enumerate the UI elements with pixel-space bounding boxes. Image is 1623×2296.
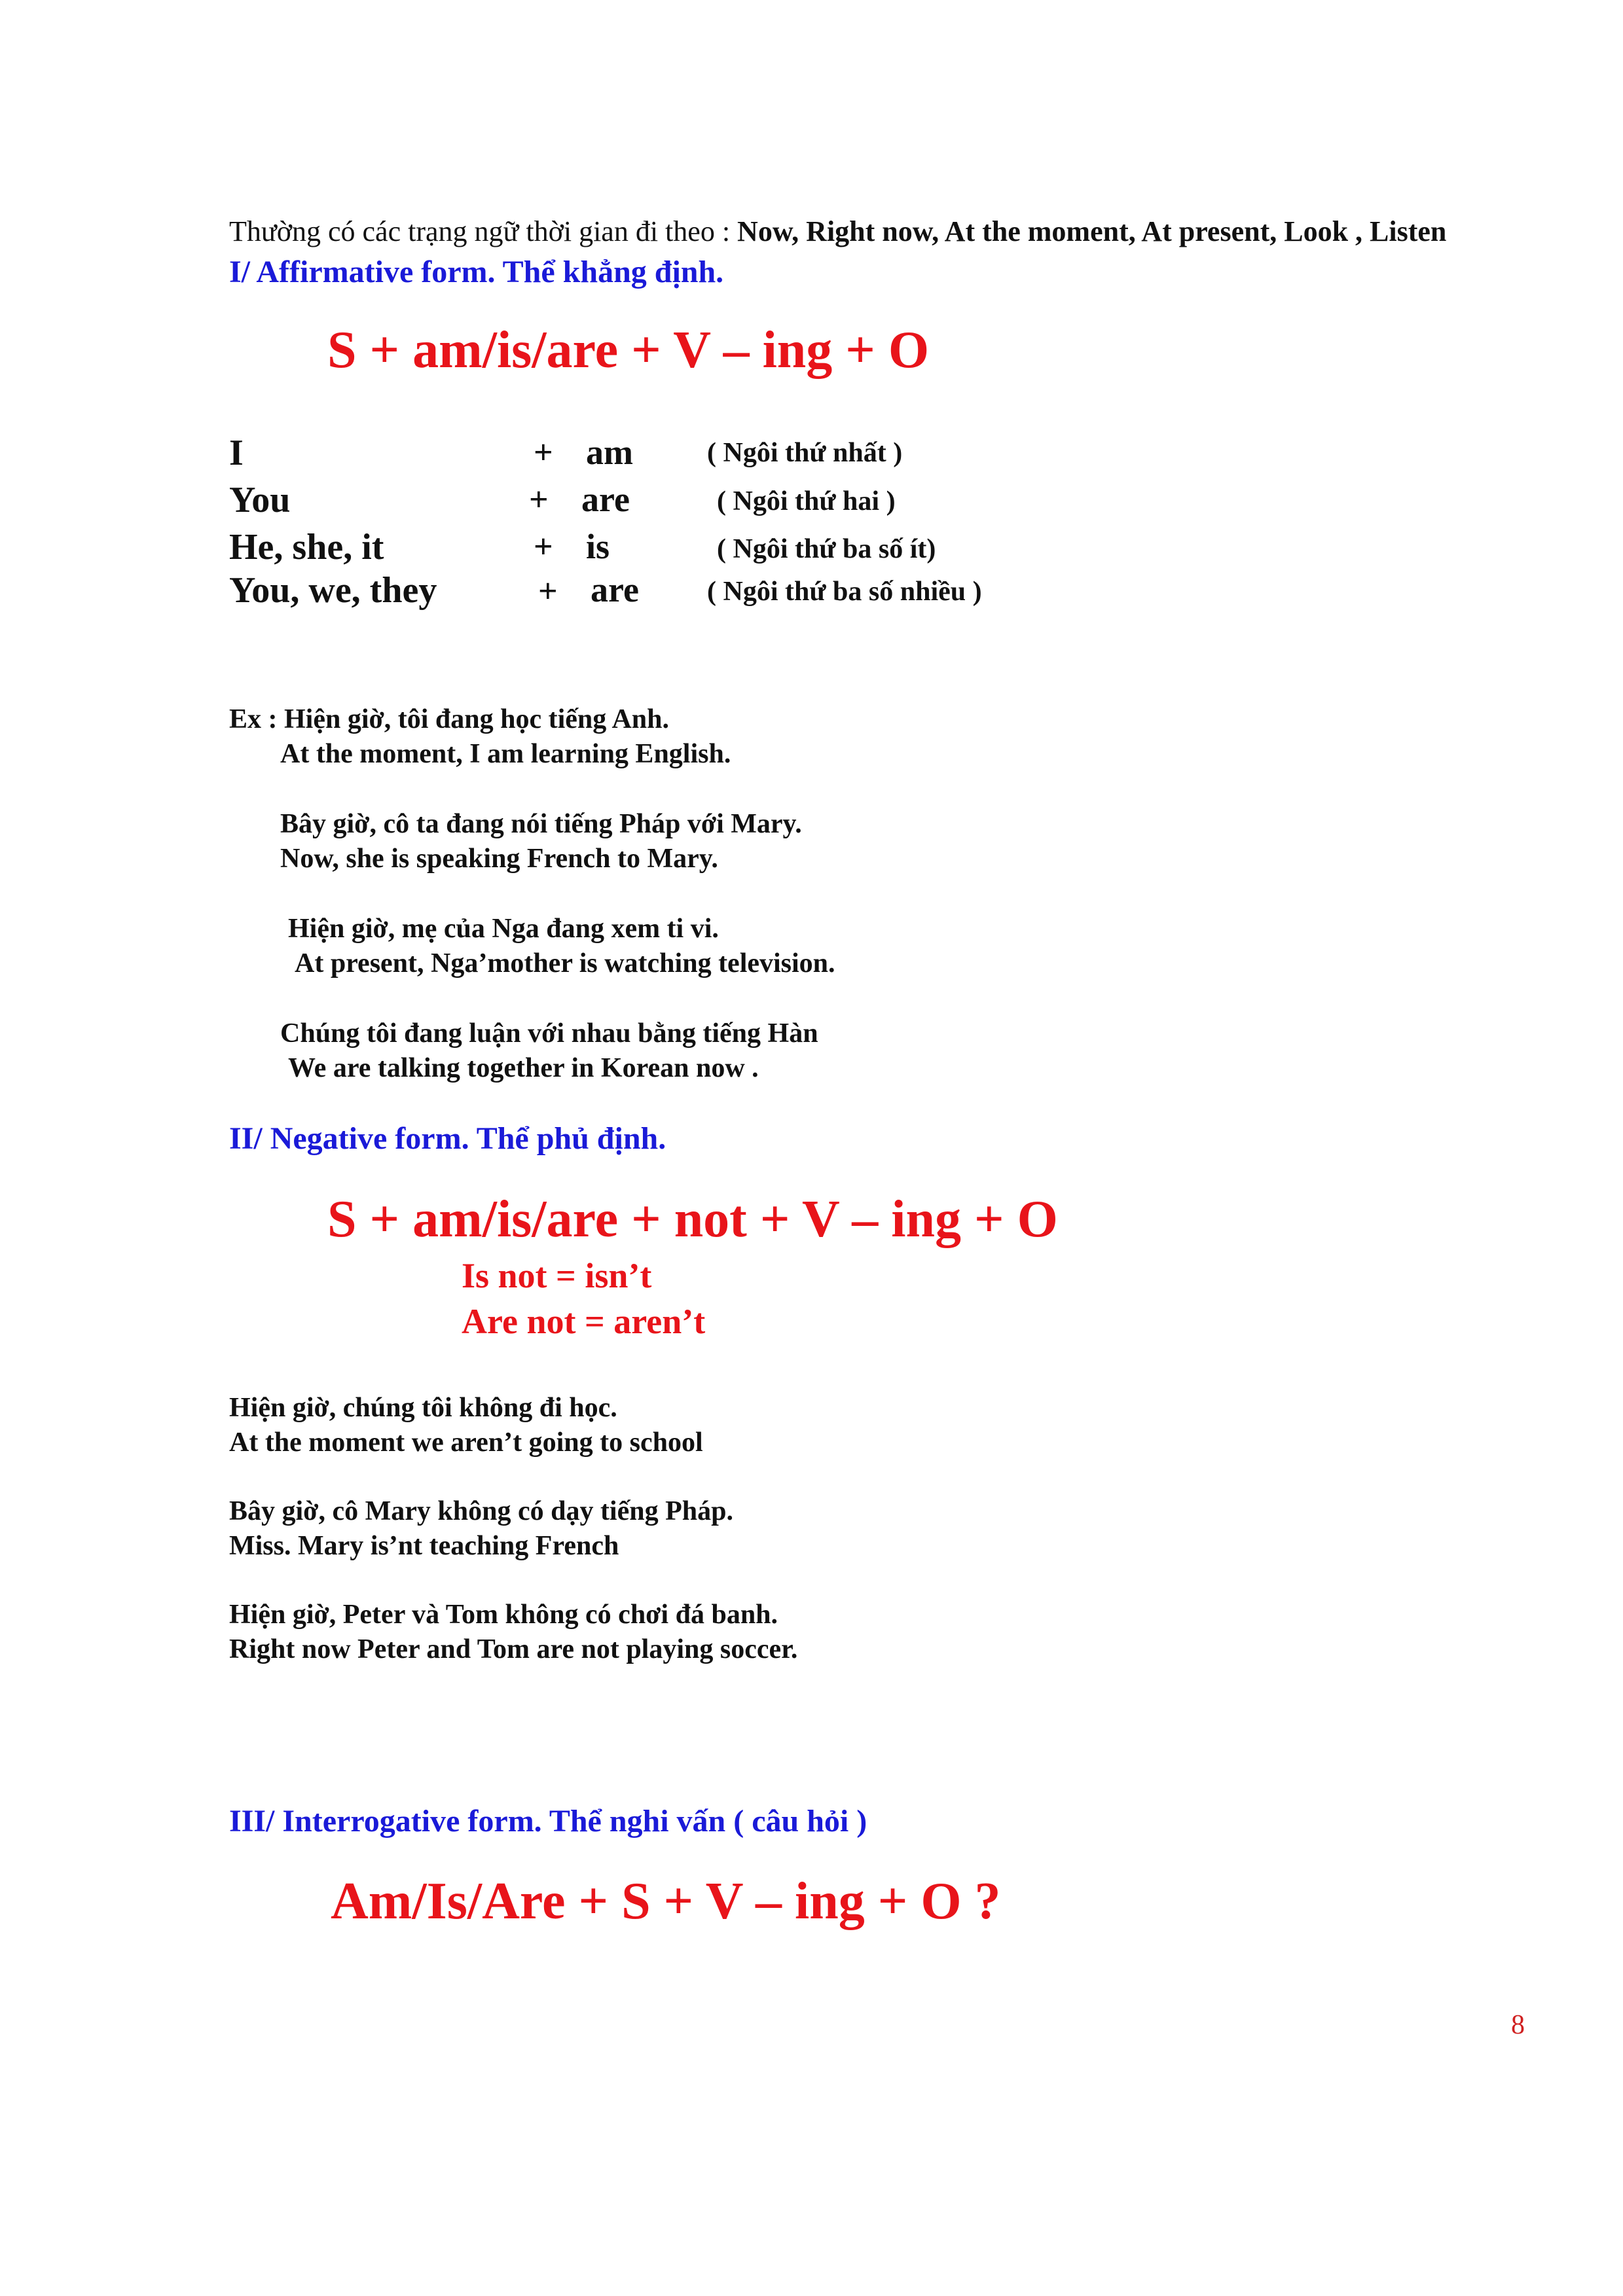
person-third-plural: ( Ngôi thứ ba số nhiều ) bbox=[707, 577, 982, 607]
example-en: Now, she is speaking French to Mary. bbox=[280, 844, 718, 874]
contraction-arent: Are not = aren’t bbox=[462, 1302, 706, 1341]
example-vi: Chúng tôi đang luận với nhau bằng tiếng Hàn bbox=[280, 1018, 818, 1049]
example-vi: Hiện giờ, mẹ của Nga đang xem ti vi. bbox=[288, 914, 719, 944]
affirmative-heading: I/ Affirmative form. Thể khẳng định. bbox=[229, 255, 724, 289]
plus-sign: + bbox=[534, 434, 553, 471]
intro-prefix: Thường có các trạng ngữ thời gian đi theo : bbox=[229, 215, 738, 247]
negative-formula: S + am/is/are + not + V – ing + O bbox=[327, 1191, 1058, 1248]
intro-line bbox=[229, 215, 1446, 248]
example-vi: Bây giờ, cô Mary không có dạy tiếng Pháp. bbox=[229, 1496, 733, 1526]
example-en: At present, Nga’mother is watching television. bbox=[295, 948, 835, 978]
verb-is: is bbox=[586, 527, 610, 566]
plus-sign: + bbox=[534, 528, 553, 565]
example-vi: Hiện giờ, chúng tôi không đi học. bbox=[229, 1393, 617, 1423]
verb-are: are bbox=[591, 570, 639, 609]
interrogative-formula: Am/Is/Are + S + V – ing + O ? bbox=[331, 1873, 1001, 1930]
intro-adverbs: Now, Right now, At the moment, At present, Look , Listen bbox=[737, 215, 1447, 247]
negative-heading: II/ Negative form. Thể phủ định. bbox=[229, 1121, 666, 1156]
plus-sign: + bbox=[529, 481, 549, 518]
contraction-isnt: Is not = isn’t bbox=[462, 1256, 652, 1295]
pronoun-you-we-they: You, we, they bbox=[229, 570, 437, 611]
person-first: ( Ngôi thứ nhất ) bbox=[707, 438, 903, 468]
example-en: Miss. Mary is’nt teaching French bbox=[229, 1531, 619, 1561]
interrogative-heading: III/ Interrogative form. Thể nghi vấn ( câu hỏi ) bbox=[229, 1804, 867, 1839]
person-second: ( Ngôi thứ hai ) bbox=[717, 486, 896, 516]
example-vi: Bây giờ, cô ta đang nói tiếng Pháp với Mary. bbox=[280, 809, 802, 839]
example-en: Right now Peter and Tom are not playing soccer. bbox=[229, 1634, 798, 1664]
affirmative-formula: S + am/is/are + V – ing + O bbox=[327, 321, 930, 379]
pronoun-he-she-it: He, she, it bbox=[229, 527, 384, 567]
example-en: At the moment, I am learning English. bbox=[280, 739, 731, 769]
plus-sign: + bbox=[538, 573, 558, 610]
page-number: 8 bbox=[1511, 2010, 1525, 2040]
example-vi: Ex : Hiện giờ, tôi đang học tiếng Anh. bbox=[229, 704, 670, 734]
verb-are: are bbox=[581, 480, 630, 519]
verb-am: am bbox=[586, 433, 633, 472]
person-third-singular: ( Ngôi thứ ba số ít) bbox=[717, 534, 936, 564]
example-vi: Hiện giờ, Peter và Tom không có chơi đá banh. bbox=[229, 1600, 778, 1630]
example-en: At the moment we aren’t going to school bbox=[229, 1427, 703, 1458]
pronoun-i: I bbox=[229, 433, 244, 473]
example-en: We are talking together in Korean now . bbox=[288, 1053, 759, 1083]
pronoun-you: You bbox=[229, 480, 291, 520]
